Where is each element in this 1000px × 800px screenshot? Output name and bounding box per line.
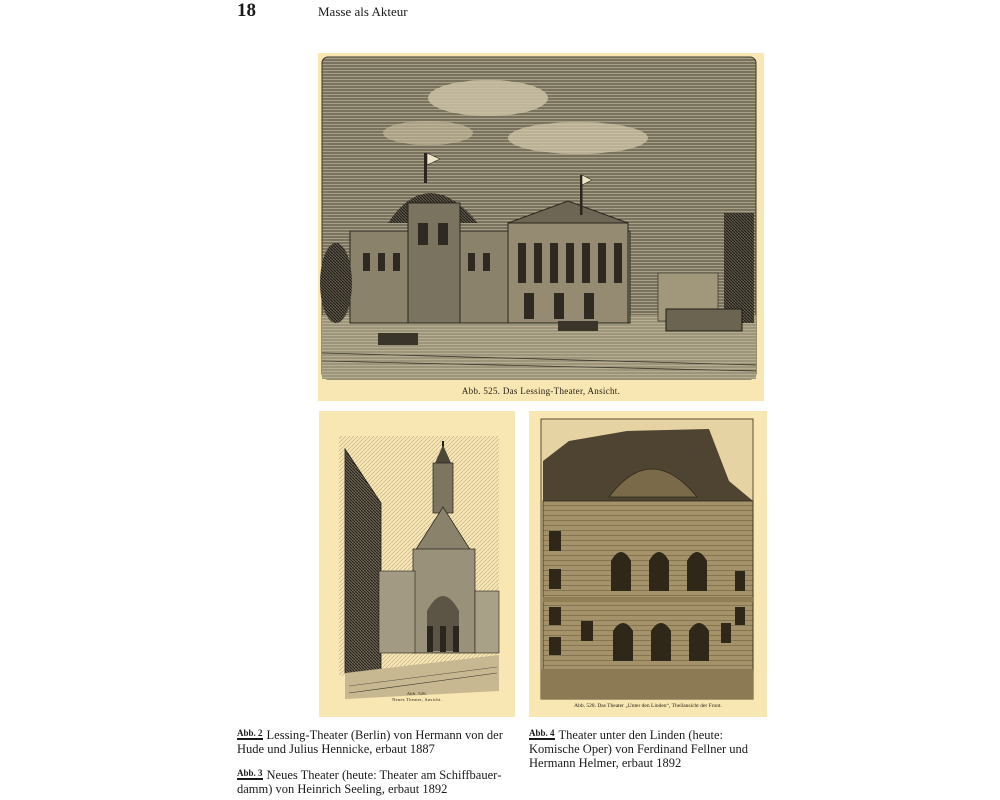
figure-caption-abb-2 (237, 726, 509, 756)
neues-theater-plate (319, 411, 515, 717)
unter-den-linden-photo (529, 411, 767, 717)
lessing-theater-engraving (318, 53, 764, 401)
unter-den-linden-plate-caption: Abb. 528. Das Theater „Unter den Linden“, Theilansicht der Front. (574, 703, 722, 709)
neues-theater-plate-caption-number: Abb. 526. (406, 691, 428, 696)
figure-label-abb-4: Abb. 4 (529, 728, 555, 738)
figure-caption-text-abb-3: Neues Theater (heute: Theater am Schiffbauerdamm) von Heinrich Seeling, erbaut 1892 (237, 768, 502, 796)
running-title: Masse als Akteur (318, 4, 408, 19)
lessing-theater-plate-caption: Abb. 525. Das Lessing-Theater, Ansicht. (461, 386, 621, 396)
figure-caption-text-abb-4: Theater unter den Linden (heute: Komische Oper) von Ferdinand Fellner und Hermann Helmer, erbaut 1892 (529, 728, 749, 770)
neues-theater-engraving (319, 411, 515, 717)
figure-caption-abb-3 (237, 766, 509, 796)
page-number: 18 (237, 0, 256, 21)
figure-caption-abb-4 (529, 726, 765, 770)
lessing-theater-plate (318, 53, 764, 401)
figure-label-abb-2: Abb. 2 (237, 728, 263, 738)
figure-caption-text-abb-2: Lessing-Theater (Berlin) von Hermann von der Hude und Julius Hennicke, erbaut 1887 (237, 728, 503, 756)
unter-den-linden-plate (529, 411, 767, 717)
neues-theater-plate-caption-title: Neues Theater, Ansicht. (392, 697, 442, 702)
figure-label-abb-3: Abb. 3 (237, 768, 263, 778)
